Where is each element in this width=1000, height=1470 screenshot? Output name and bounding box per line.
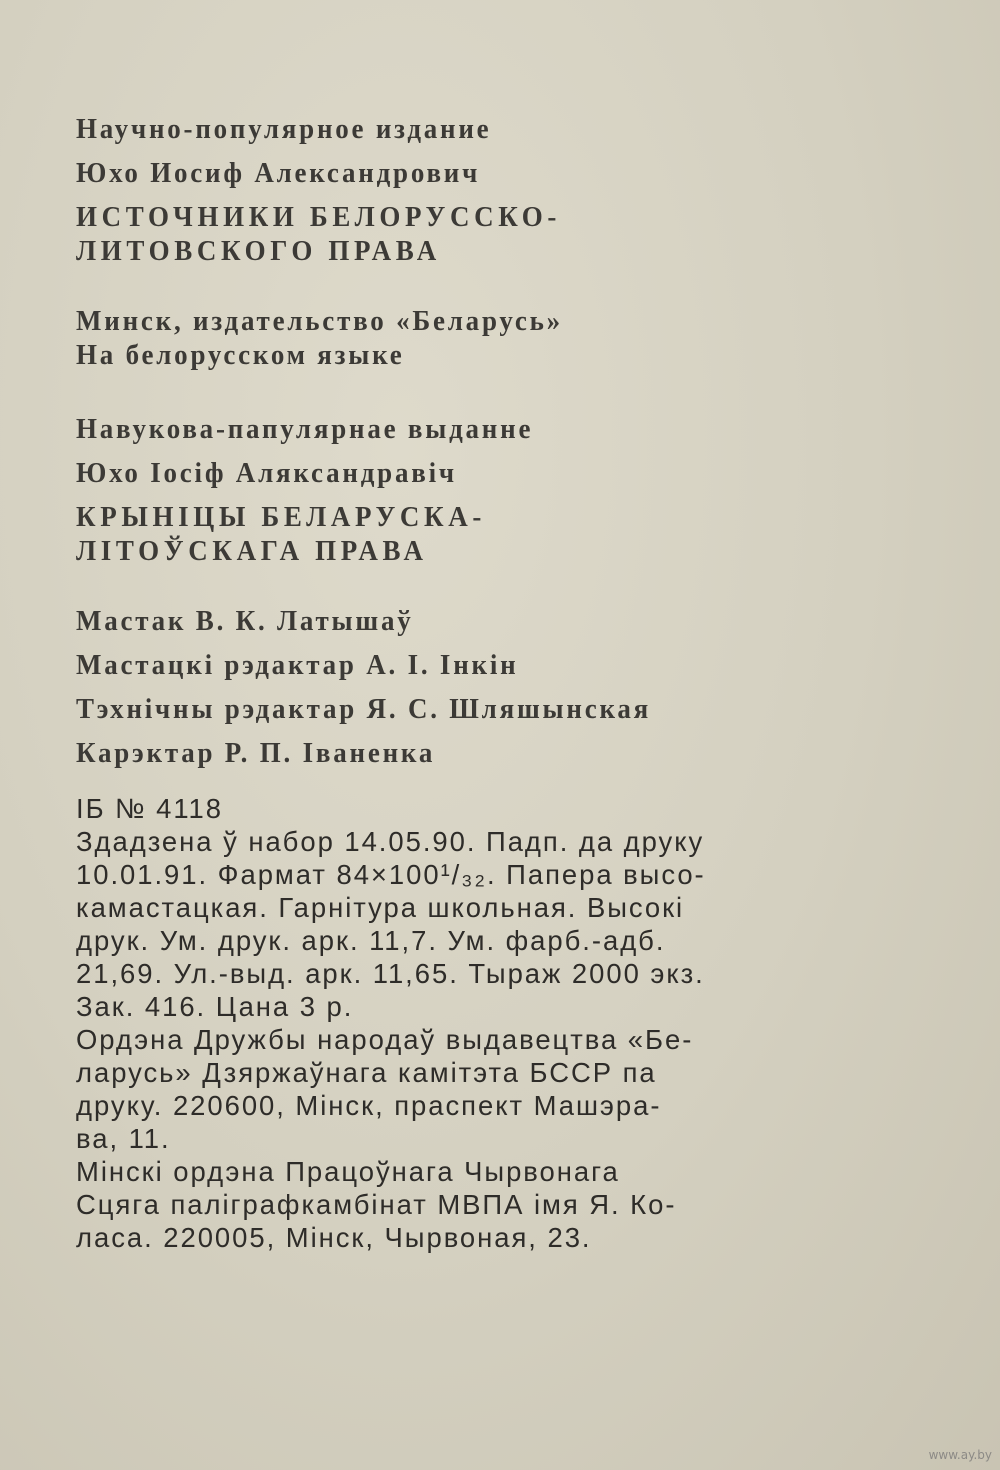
imprint-line: Ордэна Дружбы народаў выдавецтва «Бе-: [76, 1024, 694, 1055]
by-title-line-1: КРЫНІЦЫ БЕЛАРУСКА-: [76, 501, 487, 533]
watermark: www.ay.by: [928, 1448, 992, 1462]
imprint-line: 21,69. Ул.-выд. арк. 11,65. Тыраж 2000 экз.: [76, 958, 705, 989]
imprint-line: камастацкая. Гарнітура школьная. Высокі: [76, 892, 685, 923]
imprint-block: [76, 792, 936, 1254]
imprint-line: друку. 220600, Мінск, праспект Машэра-: [76, 1090, 662, 1121]
imprint-line: друк. Ум. друк. арк. 11,7. Ум. фарб.-адб.: [76, 925, 666, 956]
imprint-line: Зак. 416. Цана 3 р.: [76, 991, 354, 1022]
credit-art-editor: Мастацкі рэдактар А. І. Інкін: [76, 649, 519, 681]
credits-block: [76, 604, 936, 770]
ib-number: ІБ № 4118: [76, 793, 223, 824]
ru-language-note: На белорусском языке: [76, 339, 405, 371]
ru-title-line-1: ИСТОЧНИКИ БЕЛОРУССКО-: [76, 201, 562, 233]
ru-publisher: Минск, издательство «Беларусь»: [76, 305, 563, 337]
by-author: Юхо Іосіф Аляксандравіч: [76, 457, 457, 489]
russian-block: [76, 112, 936, 372]
by-title-line-2: ЛІТОЎСКАГА ПРАВА: [76, 535, 428, 567]
by-edition-type: Навукова-папулярнае выданне: [76, 413, 534, 445]
colophon-page: [76, 112, 936, 1254]
imprint-line: ва, 11.: [76, 1123, 171, 1154]
imprint-line: Здадзена ў набор 14.05.90. Падп. да друку: [76, 826, 705, 857]
imprint-line: Мінскі ордэна Працоўнага Чырвонага: [76, 1156, 620, 1187]
ru-edition-type: Научно-популярное издание: [76, 113, 492, 145]
imprint-line: Сцяга паліграфкамбінат МВПА імя Я. Ко-: [76, 1189, 677, 1220]
ru-title-line-2: ЛИТОВСКОГО ПРАВА: [76, 235, 441, 267]
credit-proofreader: Карэктар Р. П. Іваненка: [76, 737, 436, 769]
imprint-line: ларусь» Дзяржаўнага камітэта БССР па: [76, 1057, 657, 1088]
imprint-line: 10.01.91. Фармат 84×100¹/₃₂. Папера высо-: [76, 859, 706, 890]
belarusian-block: [76, 412, 936, 568]
credit-technical-editor: Тэхнічны рэдактар Я. С. Шляшынская: [76, 693, 652, 725]
ru-author: Юхо Иосиф Александрович: [76, 157, 481, 189]
credit-artist: Мастак В. К. Латышаў: [76, 605, 414, 637]
imprint-line: ласа. 220005, Мінск, Чырвоная, 23.: [76, 1222, 592, 1253]
